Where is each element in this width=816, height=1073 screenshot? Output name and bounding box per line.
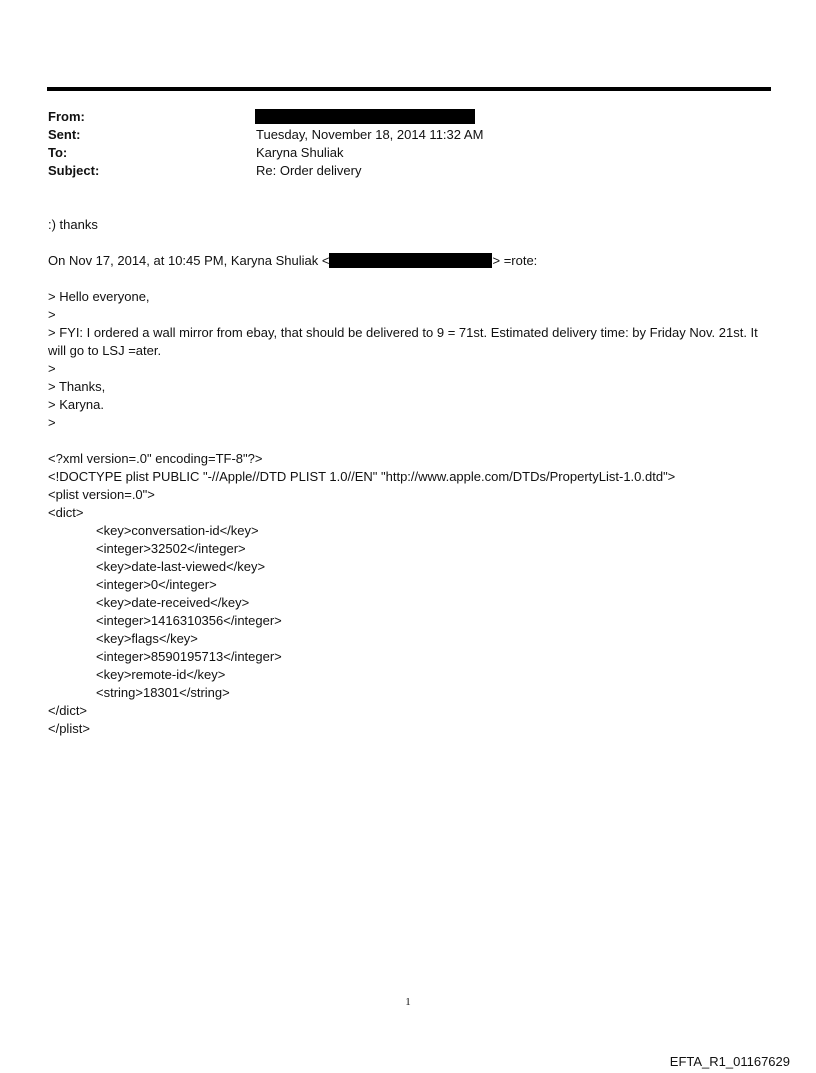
page-number: 1	[405, 996, 411, 1008]
plist-dict-line: <key>date-received</key>	[96, 595, 250, 610]
email-body	[48, 216, 768, 738]
redaction-box	[329, 253, 492, 268]
quoted-line: > Thanks,	[48, 379, 106, 394]
plist-dict-line: <string>18301</string>	[96, 685, 230, 700]
sent-label: Sent:	[48, 127, 81, 142]
plist-line: <!DOCTYPE plist PUBLIC "-//Apple//DTD PLIST 1.0//EN" "http://www.apple.com/DTDs/PropertyList-1.0.dtd">	[48, 469, 676, 484]
plist-dict-line: <key>remote-id</key>	[96, 667, 226, 682]
subject-value: Re: Order delivery	[256, 163, 362, 178]
email-header	[48, 108, 768, 180]
subject-row	[48, 162, 768, 180]
plist-dict-line: <integer>1416310356</integer>	[96, 613, 282, 628]
plist-line: </plist>	[48, 721, 90, 736]
plist-line: </dict>	[48, 703, 88, 718]
plist-line: <dict>	[48, 505, 84, 520]
quoted-line: > FYI: I ordered a wall mirror from ebay, that should be delivered to 9 = 71st. Estimated delivery time: by Friday Nov. 21st. It will go to LSJ =ater.	[48, 325, 762, 358]
to-row	[48, 144, 768, 162]
quoted-line: > Hello everyone,	[48, 289, 150, 304]
plist-line: <?xml version=.0" encoding=TF-8"?>	[48, 451, 263, 466]
quoted-line: >	[48, 415, 56, 430]
plist-dict-line: <key>conversation-id</key>	[96, 523, 259, 538]
redaction-box	[255, 109, 475, 124]
to-label: To:	[48, 145, 68, 160]
reply-text: :) thanks	[48, 217, 98, 232]
quoted-line: >	[48, 307, 56, 322]
plist-dict-line: <integer>32502</integer>	[96, 541, 246, 556]
from-value	[256, 108, 768, 126]
from-row	[48, 108, 768, 126]
document-id: EFTA_R1_01167629	[669, 1054, 790, 1069]
sent-value: Tuesday, November 18, 2014 11:32 AM	[256, 127, 484, 142]
header-divider	[47, 87, 771, 91]
from-label: From:	[48, 109, 85, 124]
plist-dict-line: <key>date-last-viewed</key>	[96, 559, 266, 574]
spacer	[48, 432, 768, 450]
plist-dict-line: <integer>0</integer>	[96, 577, 217, 592]
quote-intro-after: > =rote:	[492, 253, 538, 268]
sent-row	[48, 126, 768, 144]
subject-label: Subject:	[48, 163, 100, 178]
plist-dict-line: <key>flags</key>	[96, 631, 198, 646]
spacer	[48, 270, 768, 288]
to-value: Karyna Shuliak	[256, 145, 344, 160]
quote-intro-before: On Nov 17, 2014, at 10:45 PM, Karyna Shuliak <	[48, 253, 330, 268]
plist-line: <plist version=.0">	[48, 487, 155, 502]
spacer	[48, 234, 768, 252]
quoted-line: > Karyna.	[48, 397, 105, 412]
quoted-line: >	[48, 361, 56, 376]
plist-dict-line: <integer>8590195713</integer>	[96, 649, 282, 664]
quote-intro	[48, 252, 768, 270]
